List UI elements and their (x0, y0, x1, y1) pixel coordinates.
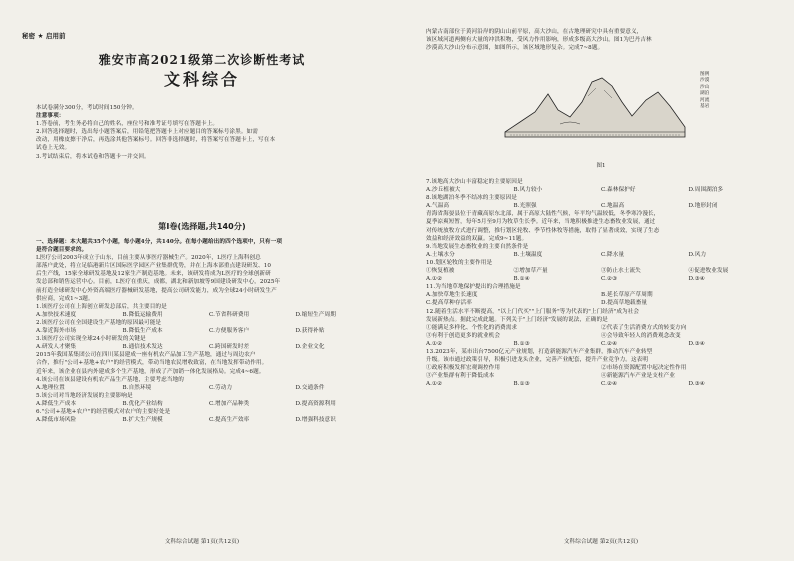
question-13-statements-row1 (426, 364, 776, 372)
statement: ②代表了生活消费方式的转变方向 (601, 324, 687, 331)
legend-title: 图例 (700, 72, 710, 77)
option: B.扩大生产规模 (122, 417, 163, 424)
option: A.加快技术速度 (36, 311, 77, 318)
figure-caption: 图1 (596, 163, 606, 169)
question-12-statements-row1 (426, 324, 776, 332)
statement: ②市场在资源配置中起决定性作用 (601, 365, 687, 372)
question-11-options-row2 (426, 299, 776, 307)
passage-line: 沙漠高大沙山分布示意图，如图所示，该区域地形复杂。完成7~8题。 (426, 45, 604, 52)
statement: ③产业集群有利于降低成本 (426, 373, 495, 380)
question-1-options (36, 311, 382, 319)
question-13: 13.2023年，某市出台7500亿元产业规划，打造新能源汽车产业集群，推动汽车产业转型 (426, 348, 653, 355)
intro-line: 改动，用橡皮擦干净后，再选涂其他答案标号。回答非选择题时，将答案写在答题卡上，写在本 (36, 137, 276, 144)
passage-line: 2015年我国某集团公司在四川某县建成一座有机农产品加工生产基地，通过与周边农户 (36, 352, 256, 359)
option: D.风力 (688, 251, 707, 258)
question-8-options (426, 202, 776, 210)
question-12: 12.随着生活水平不断提高，"以上门代买""上门服务"等为代表的"上门经济"成为社会 (426, 308, 640, 315)
option: C.劳动力 (209, 384, 233, 391)
statement: ①能满足多样化、个性化的消费需求 (426, 324, 518, 331)
intro-line: 注意事项： (36, 113, 65, 120)
section-heading: 第Ⅰ卷(选择题,共140分) (158, 222, 246, 231)
option: B.光照强 (513, 203, 537, 210)
passage-line: 前打造全球研发中心外资高端医疗器械研发基地，提高公司研发能力，成为全球24小时研发生产 (36, 287, 277, 294)
option: B.降低生产成本 (122, 328, 163, 335)
option: C.②④ (601, 340, 618, 347)
option: B.①③ (513, 381, 530, 388)
question-2-options (36, 327, 382, 335)
question-7: 7.该地高大沙山丰富稳定的主要原因是 (426, 179, 523, 185)
instructions (36, 104, 382, 161)
secret-label: 秘密 ★ 启用前 (22, 32, 66, 40)
passage-line: 对传统放牧方式进行调整，推行划区轮牧、季节性休牧等措施，取得了显著成效，实现了生态 (426, 227, 660, 234)
question-13-options (426, 380, 776, 388)
option: B.土壤温度 (513, 251, 543, 258)
option: A.靠近海外市场 (36, 328, 77, 335)
option: D.增强科技意识 (295, 417, 336, 424)
question-13-cont: 升级。该市通过政策引导，积极引进龙头企业，完善产业配套，提升产业竞争力。这表明 (426, 357, 649, 364)
legend-item: 沙山 (700, 84, 710, 90)
intro-line: 1.答卷前，考生务必将自己的姓名，座位号和准考证号填写在答题卡上。 (36, 121, 219, 128)
exam-subject: 文科综合 (163, 70, 240, 89)
option: A.研发人才聚集 (36, 344, 77, 351)
option: A.降低生产成本 (36, 400, 77, 407)
figure-legend (700, 72, 760, 110)
option: B.①③ (513, 340, 530, 347)
sand-mountain-profile (505, 78, 685, 137)
statement: ①政府积极发挥宏观调控作用 (426, 365, 501, 372)
option: A.降低市场风险 (36, 417, 77, 424)
option: D.交通条件 (295, 384, 325, 391)
passage-line: 合作，推行"公司+基地+农户"的经营模式，带动当地农民增收致富，在当地发挥带动作用。 (36, 360, 268, 367)
legend-item: 湖泊 (700, 91, 710, 97)
questions-block-1 (36, 238, 382, 424)
page-1 (14, 0, 390, 561)
intro-line: 2.回答选择题时，选出每小题答案后，用铅笔把答题卡上对应题目的答案标号涂黑。如需 (36, 129, 258, 136)
option: A.加快草地生长速度 (426, 292, 478, 299)
section-instruction: 是符合题目要求的。 (36, 247, 88, 254)
passage-line: 该区域河道两侧有大量的冲洪积物，受风力作用影响，形成多级高大沙山。图1为巴丹吉林 (426, 37, 652, 44)
legend-item: 基岩 (700, 104, 710, 110)
question-9: 9.当地发展生态畜牧业的主要自然条件是 (426, 243, 529, 250)
question-11-options-row1 (426, 291, 776, 299)
option: A.土壤水分 (426, 251, 455, 258)
passage-top (426, 28, 776, 52)
option: C.提高草种存活率 (426, 300, 472, 307)
intro-line: 本试卷满分300分，考试时间150分钟。 (36, 105, 138, 111)
option: C.②④ (601, 381, 618, 388)
question-12-statements-row2 (426, 332, 776, 340)
statement: ④会导致年轻人的消费观念改变 (601, 332, 681, 339)
question-10-statements (426, 267, 776, 275)
page-footer: 文科综合试题 第1页(共12页) (164, 538, 240, 545)
option: B.通信技术发达 (122, 344, 163, 351)
statement: ④新能源汽车产业是支柱产业 (601, 373, 676, 380)
option: D.周围湖泊多 (688, 187, 724, 194)
page-2 (418, 0, 784, 561)
statement: ③有利于创造更多的就业机会 (426, 332, 501, 339)
passage-line: 后生产线，15家全球研发基地及12家生产制造基地。未来，该研发将成为L医疗的全球创新研 (36, 271, 271, 278)
option: D.③④ (688, 340, 705, 347)
option: D.提高资源利用 (295, 400, 336, 407)
passage-line: 部落户此处，将立足临港新片区国际医学园区产业集群优势，并在上海本部重点建设研发、10 (36, 263, 272, 270)
passage-line: 供应商，完成1~3题。 (36, 295, 94, 302)
passage-line: 发总部和销售运营中心。目前，L医疗在重庆，成都，湖北和新加坡等9国建设研发中心，2025年 (36, 279, 281, 286)
exam-title: 雅安市高2021级第二次诊断性考试 (98, 53, 306, 67)
option: D.企业文化 (295, 344, 325, 351)
option: C.方便服务客户 (209, 328, 250, 335)
option: D.提高草地载畜量 (601, 300, 648, 307)
question-6-options (36, 416, 382, 424)
statement: ②增加草产量 (513, 268, 548, 275)
desert-profile-figure (500, 72, 690, 142)
option: C.地温高 (601, 203, 625, 210)
question-5-options (36, 400, 382, 408)
legend-item: 沙漠 (700, 78, 710, 84)
option: A.沙丘植被大 (426, 187, 461, 194)
option: D.获得补贴 (295, 328, 325, 335)
option: C.跨国研发时差 (209, 344, 250, 351)
question-12-cont: 发展新热点。据此完成此题。下列关于"上门经济"发展的说法，正确的是 (426, 316, 608, 323)
option: A.①② (426, 381, 443, 388)
option: B.①④ (513, 276, 530, 283)
option: C.森林保护好 (601, 187, 636, 194)
option: C.节省科研费用 (209, 311, 250, 318)
statement: ③防止水土流失 (601, 268, 641, 275)
question-13-statements-row2 (426, 372, 776, 380)
option: B.优化产业结构 (122, 400, 163, 407)
legend-item: 河流 (700, 97, 710, 103)
question-1: 1.该医疗公司在上海创立研发总部后，共主要目的是 (36, 303, 167, 310)
question-5: 5.该公司对当地经济发展的主要影响是 (36, 392, 133, 399)
question-10: 10.划区轮牧的主要作用是 (426, 259, 493, 266)
question-3-options (36, 343, 382, 351)
passage-line: 青海省海晏县位于青藏高原东北部，属于高原大陆性气候，年平均气温较低，冬季寒冷漫长， (426, 211, 660, 218)
option: B.降低运输费用 (122, 311, 163, 318)
question-3: 3.该医疗公司实现全球24小时研发的关键是 (36, 336, 146, 343)
question-4-options (36, 384, 382, 392)
option: A.地理位置 (36, 384, 65, 391)
statement: ④促进牧业发展 (688, 268, 729, 275)
option: A.气温高 (426, 203, 450, 210)
option: D.③④ (688, 381, 705, 388)
question-8: 8.该地湖泊冬季不结冰的主要原因是 (426, 195, 517, 202)
question-11: 11.为当地草地保护提出的合理措施是 (426, 284, 521, 291)
intro-line: 试卷上无效。 (36, 145, 71, 152)
section-instruction: 一、选择题：本大题共35个小题，每小题4分，共140分。在每小题给出的四个选项中，只有一项 (36, 239, 283, 245)
question-2: 2.该医疗公司在全国建设生产基地的原因最可能是 (36, 319, 162, 326)
option: D.缩短生产周期 (295, 311, 336, 318)
statement: ①恢复植被 (426, 268, 455, 275)
option: C.降水量 (601, 251, 625, 258)
option: C.增加产品种类 (209, 400, 250, 407)
question-9-options (426, 251, 776, 259)
question-10-options (426, 275, 776, 283)
option: A.①② (426, 276, 443, 283)
question-4: 4.该公司在该县建设有机农产品生产基地，主要考虑当地的 (36, 376, 184, 383)
passage-line: 效益和经济效益的双赢。完成9~11题。 (426, 235, 528, 242)
option: B.自然环境 (122, 384, 152, 391)
intro-line: 3.考试结束后，将本试卷和答题卡一并交回。 (36, 153, 150, 160)
option: B.延长草原产草周期 (601, 292, 653, 299)
option: D.地形封闭 (688, 203, 718, 210)
option: C.②③ (601, 276, 618, 283)
option: A.①② (426, 340, 443, 347)
question-12-options (426, 340, 776, 348)
questions-block-2 (426, 178, 776, 388)
page-footer: 文科综合试题 第2页(共12页) (563, 538, 639, 545)
passage-line: 近年来，该企业在县内外建成多个生产基地，形成了产加销一体化发展格局。完成4~6题。 (36, 368, 265, 375)
option: D.③④ (688, 276, 705, 283)
passage-line: 夏季凉爽短暂，每年5月至9月为牧草生长季。近年来，当地积极推进生态畜牧业发展，通过 (426, 219, 656, 226)
option: C.提高生产效率 (209, 417, 250, 424)
question-6: 6."公司+基地+农户"的经营模式对农户的主要好处是 (36, 408, 171, 415)
option: B.风力较小 (513, 187, 543, 194)
passage-line: L医疗公司2003年成立于山东，目前主要从事医疗器械生产。2020年，L医疗上海科创总 (36, 255, 261, 262)
question-7-options (426, 186, 776, 194)
passage-line: 内蒙古南部位于黄河沿岸的阴山山前平原，高大沙山，在古地理研究中具有重要意义， (426, 29, 643, 35)
